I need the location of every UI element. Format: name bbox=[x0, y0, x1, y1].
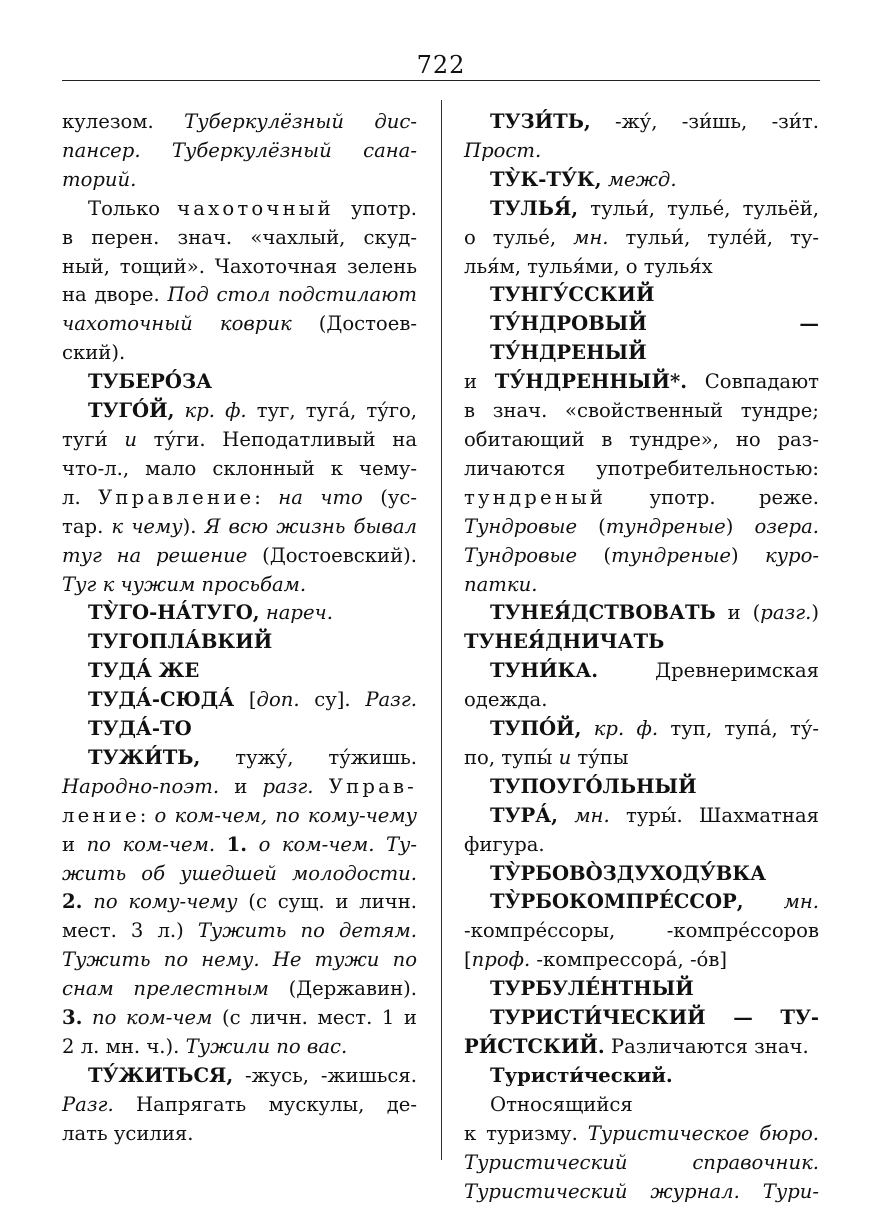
text-line: 2. по кому-чему (с сущ. и личн. bbox=[62, 890, 417, 914]
text-line: ТУНЕЯ́ДСТВОВАТЬ и (разг.) bbox=[490, 601, 819, 625]
text-line: РИ́СТСКИЙ. Различаются знач. bbox=[464, 1035, 809, 1058]
text-line: тар. к чему). Я всю жизнь бывал bbox=[62, 514, 417, 538]
text-line: фигура. bbox=[464, 832, 545, 856]
text-line: что-л., мало склонный к чему- bbox=[62, 456, 417, 480]
text-line: в знач. «свойственный тундре; bbox=[464, 399, 819, 423]
text-line: ТУЛЬЯ́, тульи́, тулье́, тульёй, bbox=[490, 196, 819, 220]
text-line: ТУ́ЖИТЬСЯ, -жусь, -жишься. bbox=[88, 1063, 417, 1087]
page-number: 722 bbox=[416, 51, 466, 79]
text-line: Прост. bbox=[464, 138, 542, 162]
text-line: ление: о ком-чем, по кому-чему bbox=[62, 803, 417, 827]
text-line: ТУ̀РБОВО̀ЗДУХОДУ́ВКА bbox=[490, 861, 767, 885]
text-line: [проф. -компрессора́, -о́в] bbox=[464, 948, 728, 972]
text-line: туг на решение (Достоевский). bbox=[62, 543, 417, 567]
text-line: и по ком-чем. 1. о ком-чем. Ту- bbox=[62, 832, 418, 856]
text-line: ТУНИ́КА. Древнеримская bbox=[490, 659, 819, 683]
text-line: ТУРА́, мн. туры́. Шахматная bbox=[490, 803, 819, 827]
text-line: Тужить по нему. Не тужи по bbox=[62, 948, 417, 972]
text-line: ТУДА́ ЖЕ bbox=[88, 659, 200, 683]
text-line: ТУГО́Й, кр. ф. туг, туга́, ту́го, bbox=[88, 399, 418, 423]
text-line: и ТУ́НДРЕННЫЙ*. Совпадают bbox=[464, 370, 819, 394]
text-line: Туристический справочник. bbox=[464, 1150, 819, 1174]
column-divider bbox=[441, 100, 442, 1160]
text-line: ТУПО́Й, кр. ф. туп, тупа́, ту́- bbox=[490, 717, 820, 741]
text-line: Тундровые (тундреные) озера. bbox=[464, 514, 819, 538]
text-line: ТУ́НДРОВЫЙ — ТУ́НДРЕНЫЙ bbox=[490, 312, 819, 365]
text-line: туги́ и ту́ги. Неподатливый на bbox=[62, 427, 417, 451]
text-line: по, тупы́ и ту́пы bbox=[464, 745, 629, 769]
text-line: на дворе. Под стол подстилают bbox=[62, 283, 417, 307]
text-line: снам прелестным (Державин). bbox=[62, 977, 418, 1001]
text-line: Только чахоточный употр. bbox=[88, 196, 417, 220]
text-line: мест. 3 л.) Тужить по детям. bbox=[62, 919, 417, 943]
text-line: ный, тощий». Чахоточная зелень bbox=[62, 254, 417, 278]
text-line: торий. bbox=[62, 167, 137, 191]
text-line: лья́м, тулья́ми, о тулья́х bbox=[464, 254, 713, 278]
text-line: 3. по ком-чем (с личн. мест. 1 и bbox=[62, 1006, 417, 1030]
text-line: ТУПОУГО́ЛЬНЫЙ bbox=[490, 774, 697, 798]
left-column bbox=[62, 108, 417, 1149]
text-line: чахоточный коврик (Достоев- bbox=[62, 312, 417, 336]
text-line: в перен. знач. «чахлый, скуд- bbox=[62, 225, 417, 249]
text-line: жить об ушедшей молодости. bbox=[62, 861, 417, 885]
text-line: л. Управление: на что (ус- bbox=[62, 485, 417, 509]
text-line: ТУДА́-ТО bbox=[88, 717, 192, 741]
text-line: одежда. bbox=[464, 688, 548, 712]
text-line: обитающий в тундре», но раз- bbox=[464, 427, 819, 451]
text-line: о тулье́, мн. тульи́, туле́й, ту- bbox=[464, 225, 819, 249]
text-line: лать усилия. bbox=[62, 1121, 194, 1145]
text-line: 2 л. мн. ч.). Тужили по вас. bbox=[62, 1035, 348, 1058]
text-line: Туг к чужим просьбам. bbox=[62, 572, 307, 596]
text-line: ТУНЕЯ́ДНИЧАТЬ bbox=[464, 630, 665, 654]
text-line: ТУ̀К-ТУ́К, межд. bbox=[490, 167, 677, 191]
text-line: к туризму. Туристическое бюро. bbox=[464, 1121, 819, 1145]
text-line: ТУРИСТИ́ЧЕСКИЙ — ТУ- bbox=[490, 1006, 819, 1030]
text-line: Туристический журнал. Тури- bbox=[464, 1179, 819, 1203]
text-line: ТУНГУ́ССКИЙ bbox=[490, 283, 655, 307]
text-line: Тундровые (тундреные) куро- bbox=[464, 543, 819, 567]
text-line: патки. bbox=[464, 572, 538, 596]
text-line: ТУГОПЛА́ВКИЙ bbox=[88, 630, 273, 654]
right-column bbox=[464, 108, 819, 1206]
text-line: Разг. Напрягать мускулы, де- bbox=[62, 1092, 417, 1116]
text-line: Туристи́ческий. Относящийся bbox=[490, 1063, 673, 1116]
header-rule bbox=[62, 80, 820, 81]
text-line: тундреный употр. реже. bbox=[464, 485, 819, 509]
text-line: ТУЖИ́ТЬ, тужу́, ту́жишь. bbox=[88, 745, 417, 769]
text-line: -компре́ссоры, -компре́ссоров bbox=[464, 919, 819, 943]
text-line: ТУЗИ́ТЬ, -жу́, -зи́шь, -зи́т. bbox=[490, 110, 819, 133]
text-line: пансер. Туберкулёзный сана- bbox=[62, 138, 417, 162]
text-line: ТУБЕРО́ЗА bbox=[88, 370, 213, 394]
text-line: ТУ̀ГО-НА́ТУГО, нареч. bbox=[88, 601, 333, 625]
text-line: ТУДА́-СЮДА́ [доп. су]. Разг. bbox=[88, 688, 417, 712]
text-line: ТУРБУЛЕ́НТНЫЙ bbox=[490, 977, 694, 1001]
text-line: ский). bbox=[62, 341, 126, 365]
text-line: кулезом. Туберкулёзный дис- bbox=[62, 110, 418, 133]
text-line: Народно-поэт. и разг. Управ- bbox=[62, 774, 417, 798]
text-line: личаются употребительностью: bbox=[464, 456, 819, 480]
text-line: ТУ̀РБОКОМПРЕ́ССОР, мн. bbox=[490, 890, 819, 914]
